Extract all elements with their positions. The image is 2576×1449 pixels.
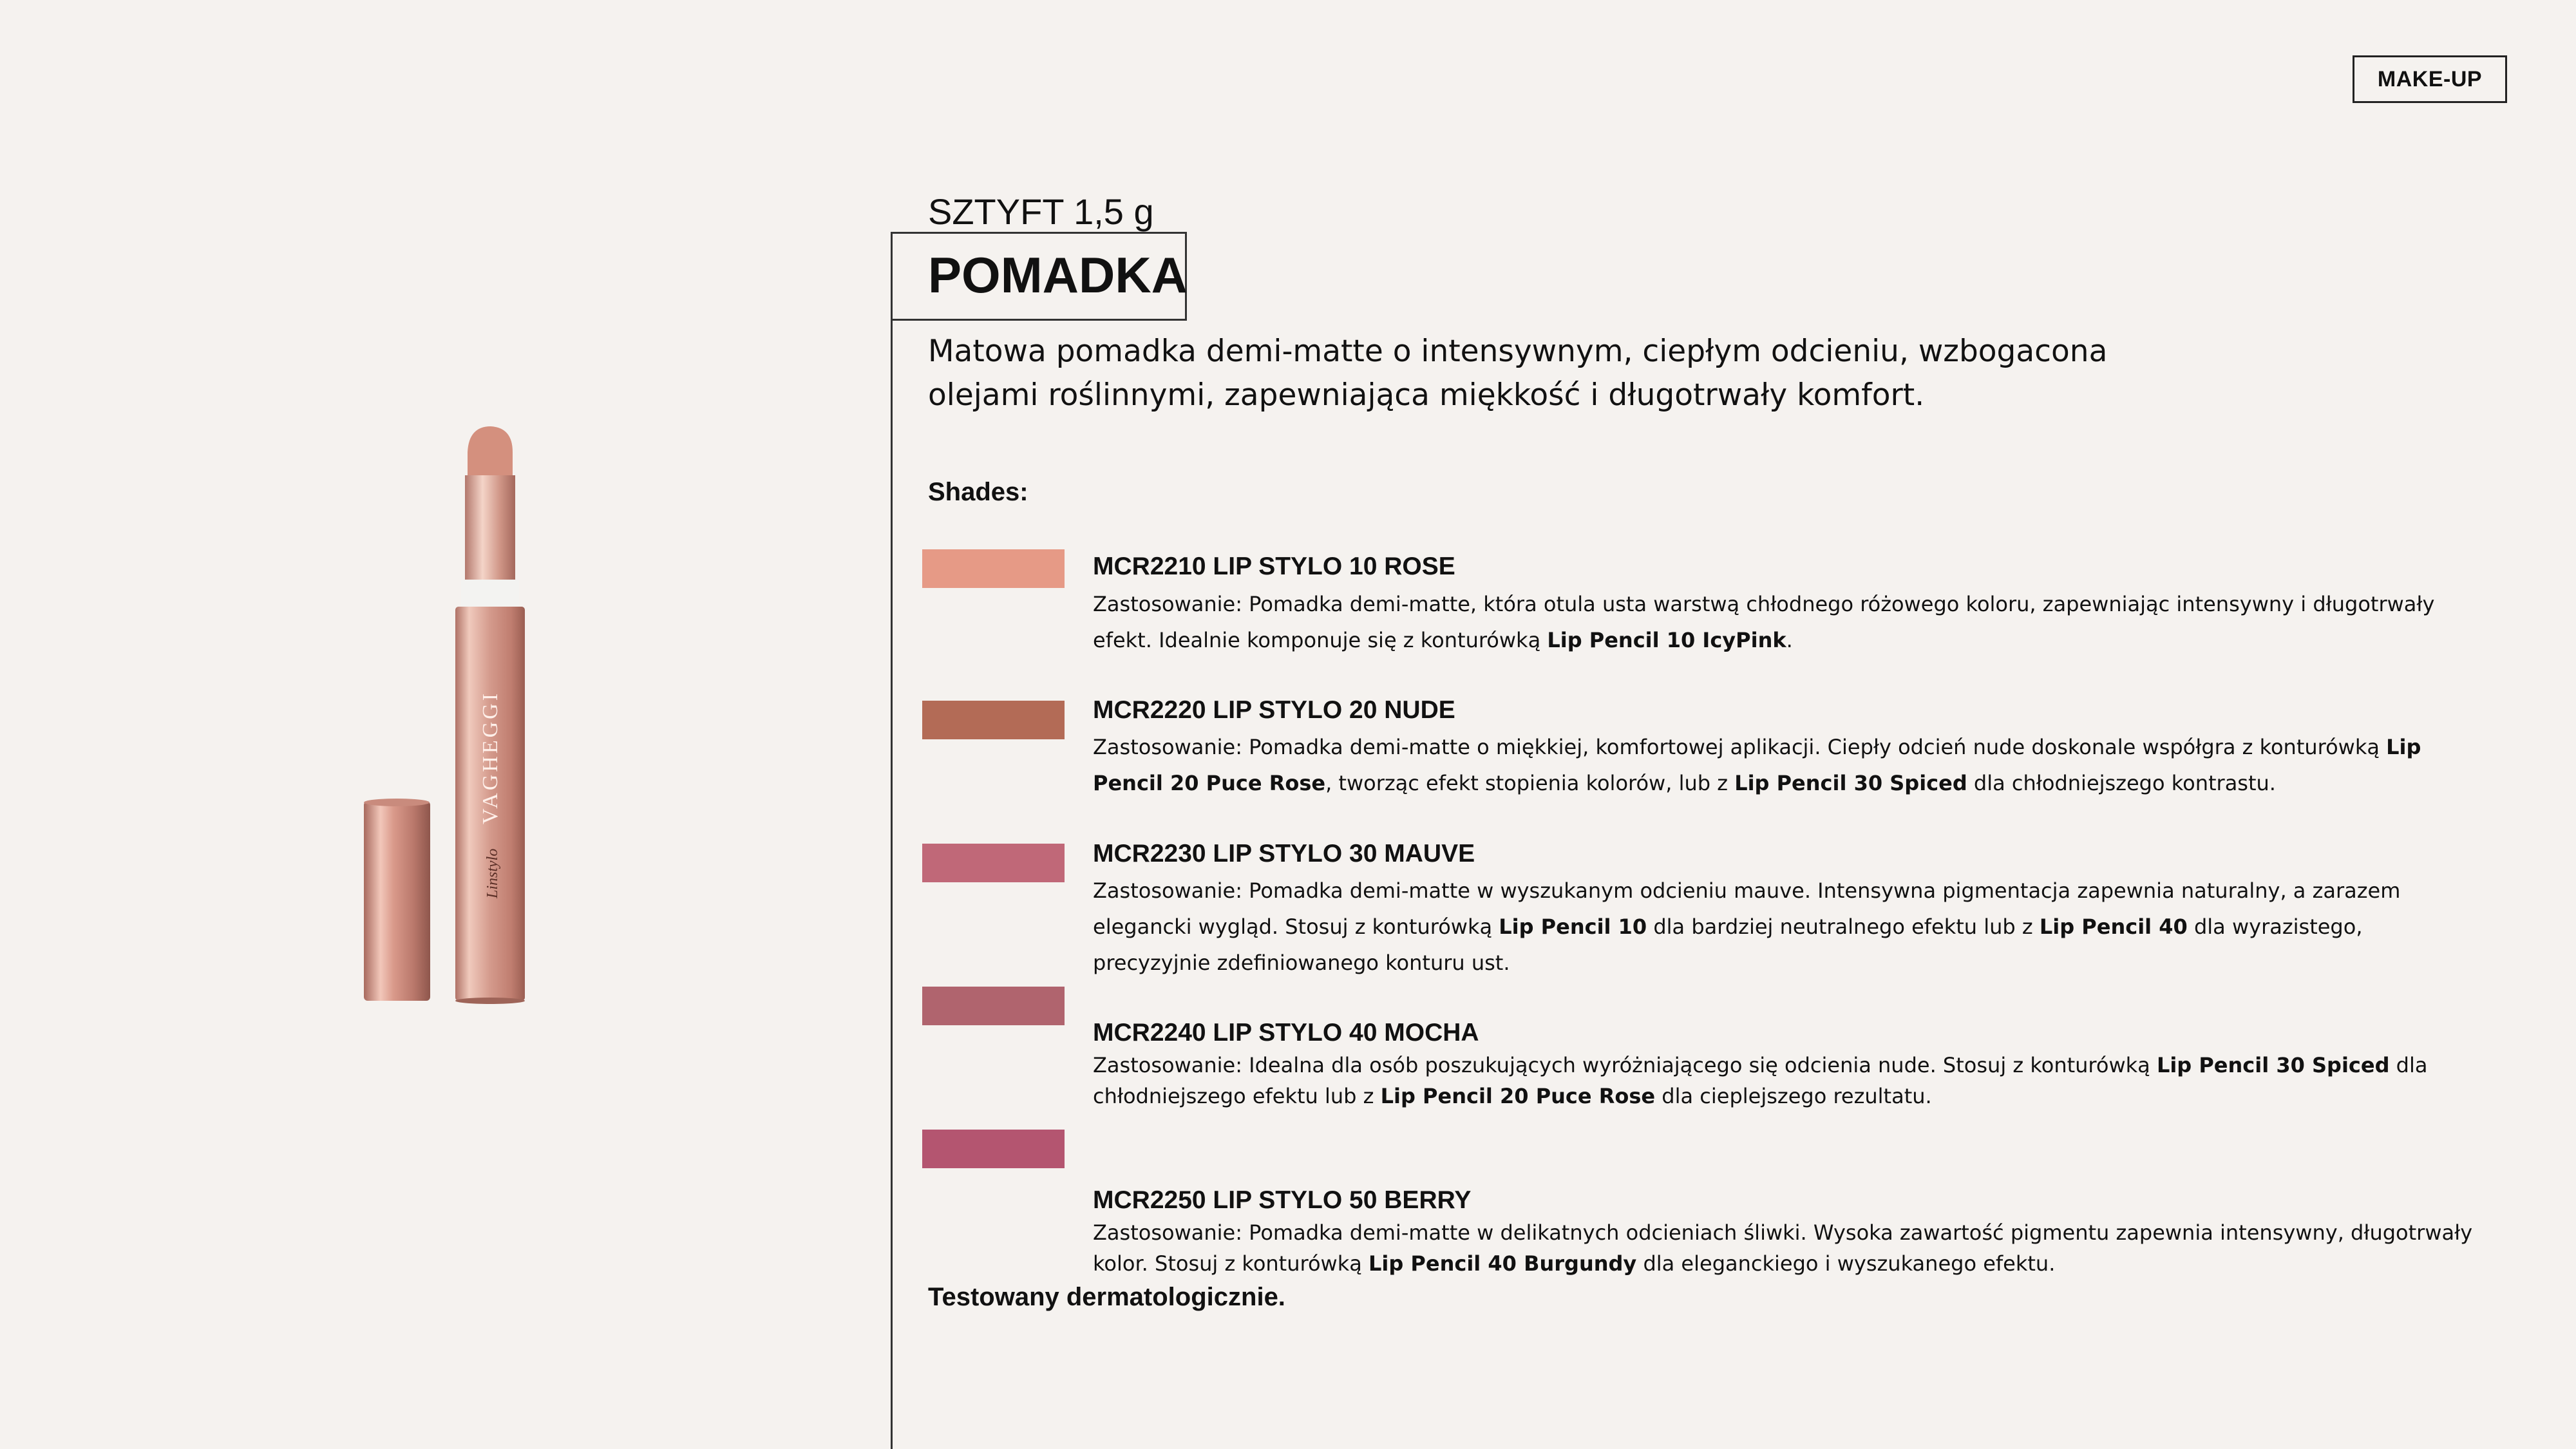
shade-description [1093, 1217, 2477, 1279]
lipstick-white-ring [461, 580, 519, 609]
description-text: dla bardziej neutralnego efektu lub z [1647, 914, 2040, 939]
lipstick-cap [364, 801, 430, 1001]
shade-name: MCR2240 LIP STYLO 40 MOCHA [1093, 1019, 1479, 1046]
shades-label: Shades: [928, 478, 1028, 506]
shade-description [1093, 1050, 2477, 1112]
product-size: SZTYFT 1,5 g [928, 191, 1154, 232]
shade-name: MCR2230 LIP STYLO 30 MAUVE [1093, 840, 1475, 867]
product-reference: Lip Pencil 20 Puce Rose [1380, 1084, 1656, 1108]
product-reference: Lip Pencil 30 Spiced [2156, 1053, 2390, 1077]
product-reference: Lip Pencil 40 [2039, 914, 2188, 939]
image-brand-text: VAGHEGGI [478, 690, 502, 824]
description-text: dla cieplejszego rezultatu. [1655, 1084, 1932, 1108]
shade-name: MCR2220 LIP STYLO 20 NUDE [1093, 696, 1455, 724]
category-badge: MAKE-UP [2353, 55, 2507, 103]
shade-description [1093, 586, 2477, 658]
description-text: dla chłodniejszego kontrastu. [1967, 771, 2276, 795]
product-reference: Lip Pencil 30 Spiced [1734, 771, 1967, 795]
lipstick-product-image [354, 419, 547, 1011]
shade-swatch [922, 701, 1065, 739]
shade-swatch [922, 844, 1065, 882]
shade-swatch [922, 549, 1065, 588]
description-text: Zastosowanie: Pomadka demi-matte w delikatnych odcieniach śliwki. Wysoka zawartość pigmentu zapewnia intensywny, długotrwały kolor. Stosuj z konturówką [1093, 1220, 2473, 1276]
description-text: Zastosowanie: Idealna dla osób poszukujących wyróżniającego się odcienia nude. Stosuj z konturówką [1093, 1053, 2157, 1077]
product-reference: Lip Pencil 10 [1499, 914, 1647, 939]
product-title: POMADKA [928, 247, 1188, 303]
shade-swatch [922, 1130, 1065, 1168]
product-description: Matowa pomadka demi-matte o intensywnym, ciepłym odcieniu, wzbogacona olejami roślinnymi, zapewniająca miękkość i długotrwały komfort. [928, 334, 2108, 413]
divider-line [891, 232, 893, 1449]
description-text: Zastosowanie: Pomadka demi-matte w wyszukanym odcieniu mauve. Intensywna pigmentacja zapewnia naturalny, a zarazem elegancki wygląd. Stosuj z konturówką [1093, 878, 2401, 939]
description-text: dla wyrazistego, precyzyjnie zdefiniowanego konturu ust. [1093, 914, 2363, 975]
shade-name: MCR2250 LIP STYLO 50 BERRY [1093, 1186, 1472, 1214]
description-text: , tworząc efekt stopienia kolorów, lub z [1325, 771, 1735, 795]
shade-swatch [922, 987, 1065, 1025]
shade-description [1093, 873, 2477, 981]
product-reference: Lip Pencil 10 IcyPink [1547, 628, 1786, 652]
description-text: dla eleganckiego i wyszukanego efektu. [1636, 1251, 2056, 1276]
dermatology-note: Testowany dermatologicznie. [928, 1283, 1285, 1311]
description-text: . [1786, 628, 1793, 652]
lipstick-bullet [468, 426, 513, 477]
product-reference: Lip Pencil 20 Puce Rose [1093, 735, 2421, 795]
product-reference: Lip Pencil 40 Burgundy [1368, 1251, 1637, 1276]
shade-description [1093, 729, 2477, 801]
description-text: Zastosowanie: Pomadka demi-matte, która otula usta warstwą chłodnego różowego koloru, zapewniając intensywny i długotrwały efekt. Idealnie komponuje się z konturówką [1093, 592, 2435, 652]
image-line-text: Linstylo [484, 848, 501, 898]
description-text: dla chłodniejszego efektu lub z [1093, 1053, 2428, 1108]
description-text: Zastosowanie: Pomadka demi-matte o miękkiej, komfortowej aplikacji. Ciepły odcień nude doskonale współgra z konturówką [1093, 735, 2387, 759]
shade-name: MCR2210 LIP STYLO 10 ROSE [1093, 553, 1455, 580]
